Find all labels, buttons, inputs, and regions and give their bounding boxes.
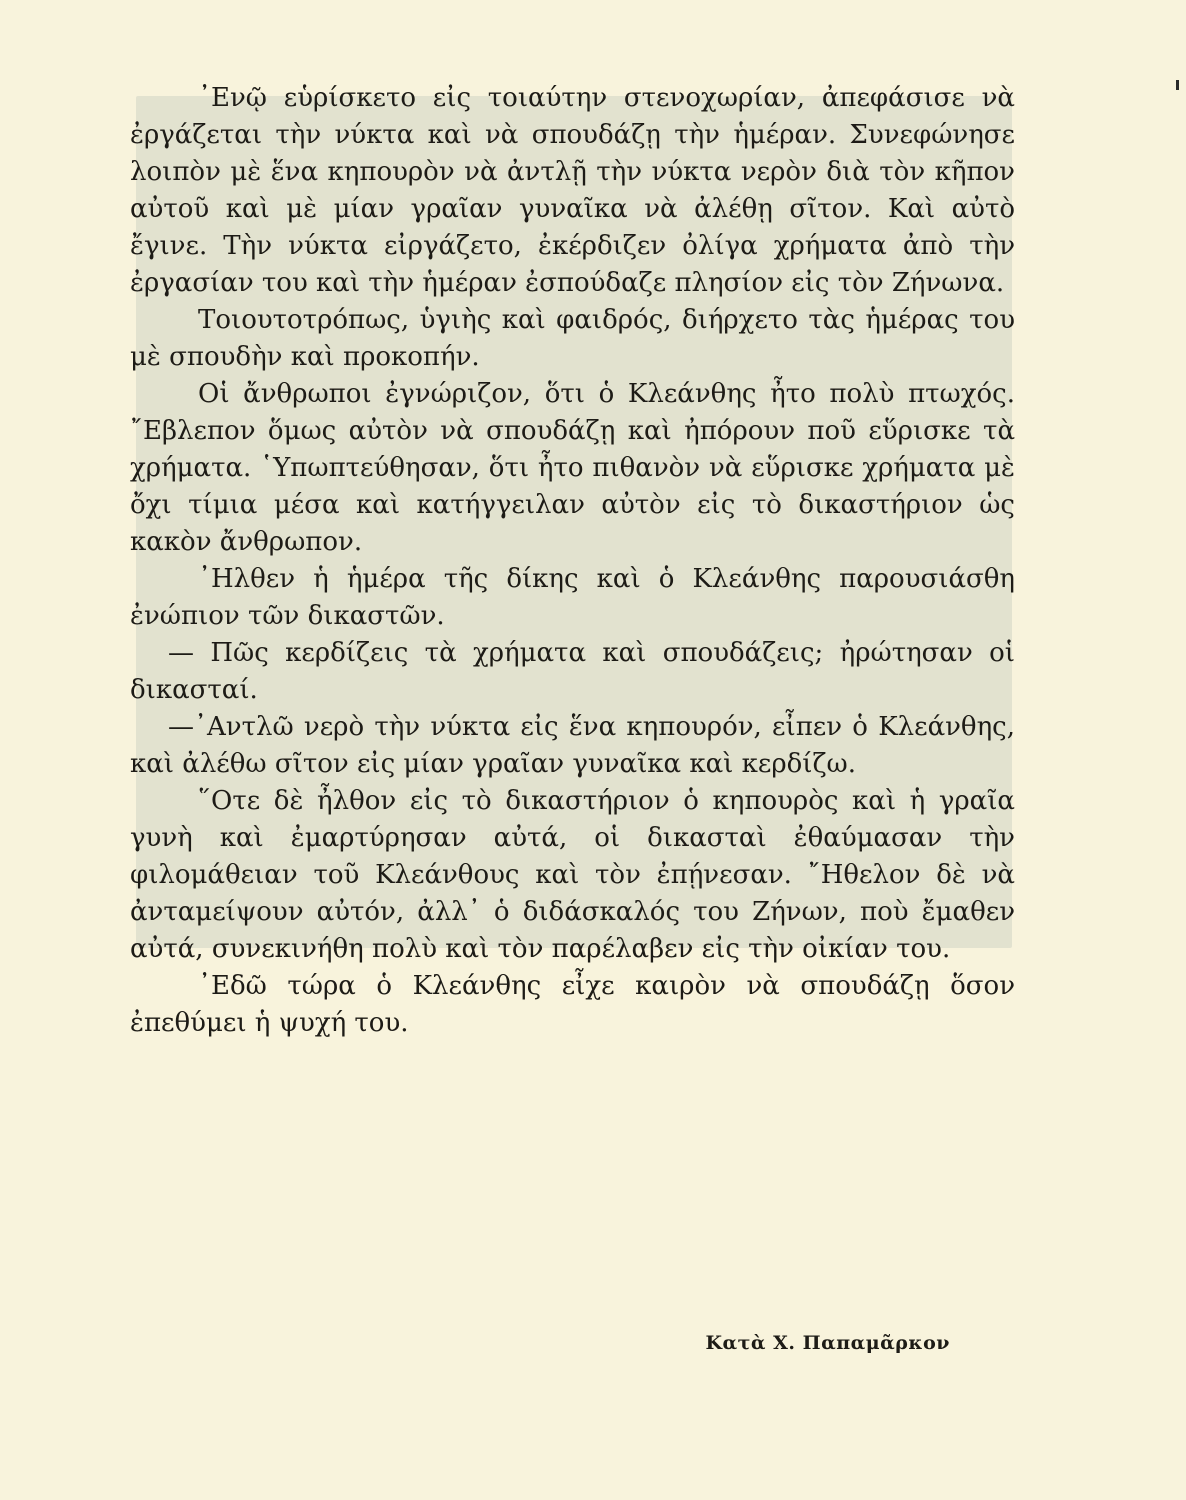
paragraph-1: ᾿Ενῷ εὑρίσκετο εἰς τοιαύτην στενοχωρίαν, ἀπεφάσισε νὰ ἐργάζεται τὴν νύκτα καὶ νὰ σπουδάζῃ τὴν ἡμέραν. Συνεφώνησε λοιπὸν μὲ ἕνα κηπουρὸν νὰ ἀντλῇ τὴν νύκτα νερὸν διὰ τὸν κῆπον αὐτοῦ καὶ μὲ μίαν γραῖαν γυναῖκα νὰ ἀλέθῃ σῖτον. Καὶ αὐτὸ ἔγινε. Τὴν νύκτα εἰργάζετο, ἐκέρδιζεν ὀλίγα χρήματα ἀπὸ τὴν ἐργασίαν του καὶ τὴν ἡμέραν ἐσπούδαζε πλησίον εἰς τὸν Ζήνωνα.: [130, 83, 1015, 298]
page-edge-mark: [1176, 80, 1179, 90]
dialogue-answer: —᾿Αντλῶ νερὸ τὴν νύκτα εἰς ἕνα κηπουρόν, εἶπεν ὁ Κλεάνθης, καὶ ἀλέθω σῖτον εἰς μίαν γραῖαν γυναῖκα καὶ κερδίζω.: [130, 712, 1015, 779]
paragraph-3: Οἱ ἄνθρωποι ἐγνώριζον, ὅτι ὁ Κλεάνθης ἦτο πολὺ πτωχός. ῎Εβλεπον ὅμως αὐτὸν νὰ σπουδάζῃ καὶ ἠπόρουν ποῦ εὕρισκε τὰ χρήματα. ῾Υπωπτεύθησαν, ὅτι ἦτο πιθανὸν νὰ εὕρισκε χρήματα μὲ ὄχι τίμια μέσα καὶ κατήγγειλαν αὐτὸν εἰς τὸ δικαστήριον ὡς κακὸν ἄνθρωπον.: [130, 379, 1015, 557]
dialogue-question: — Πῶς κερδίζεις τὰ χρήματα καὶ σπουδάζεις; ἠρώτησαν οἱ δικασταί.: [130, 638, 1015, 705]
paragraph-7: ῞Οτε δὲ ἦλθον εἰς τὸ δικαστήριον ὁ κηπουρὸς καὶ ἡ γραῖα γυνὴ καὶ ἐμαρτύρησαν αὐτά, οἱ δικασταὶ ἐθαύμασαν τὴν φιλομάθειαν τοῦ Κλεάνθους καὶ τὸν ἐπῄνεσαν. ῎Ηθελον δὲ νὰ ἀνταμείψουν αὐτόν, ἀλλ᾿ ὁ διδάσκαλός του Ζήνων, ποὺ ἔμαθεν αὐτά, συνεκινήθη πολὺ καὶ τὸν παρέλαβεν εἰς τὴν οἰκίαν του.: [130, 786, 1015, 964]
paragraph-8: ᾿Εδῶ τώρα ὁ Κλεάνθης εἶχε καιρὸν νὰ σπουδάζῃ ὅσον ἐπεθύμει ἡ ψυχή του.: [130, 971, 1015, 1038]
paragraph-2: Τοιουτοτρόπως, ὑγιὴς καὶ φαιδρός, διήρχετο τὰς ἡμέρας του μὲ σπουδὴν καὶ προκοπήν.: [130, 305, 1015, 372]
attribution: Κατὰ Χ. Παπαμᾶρκον: [705, 1332, 950, 1354]
story-text: [130, 80, 1015, 1042]
paragraph-4: ᾿Ηλθεν ἡ ἡμέρα τῆς δίκης καὶ ὁ Κλεάνθης παρουσιάσθη ἐνώπιον τῶν δικαστῶν.: [130, 564, 1015, 631]
